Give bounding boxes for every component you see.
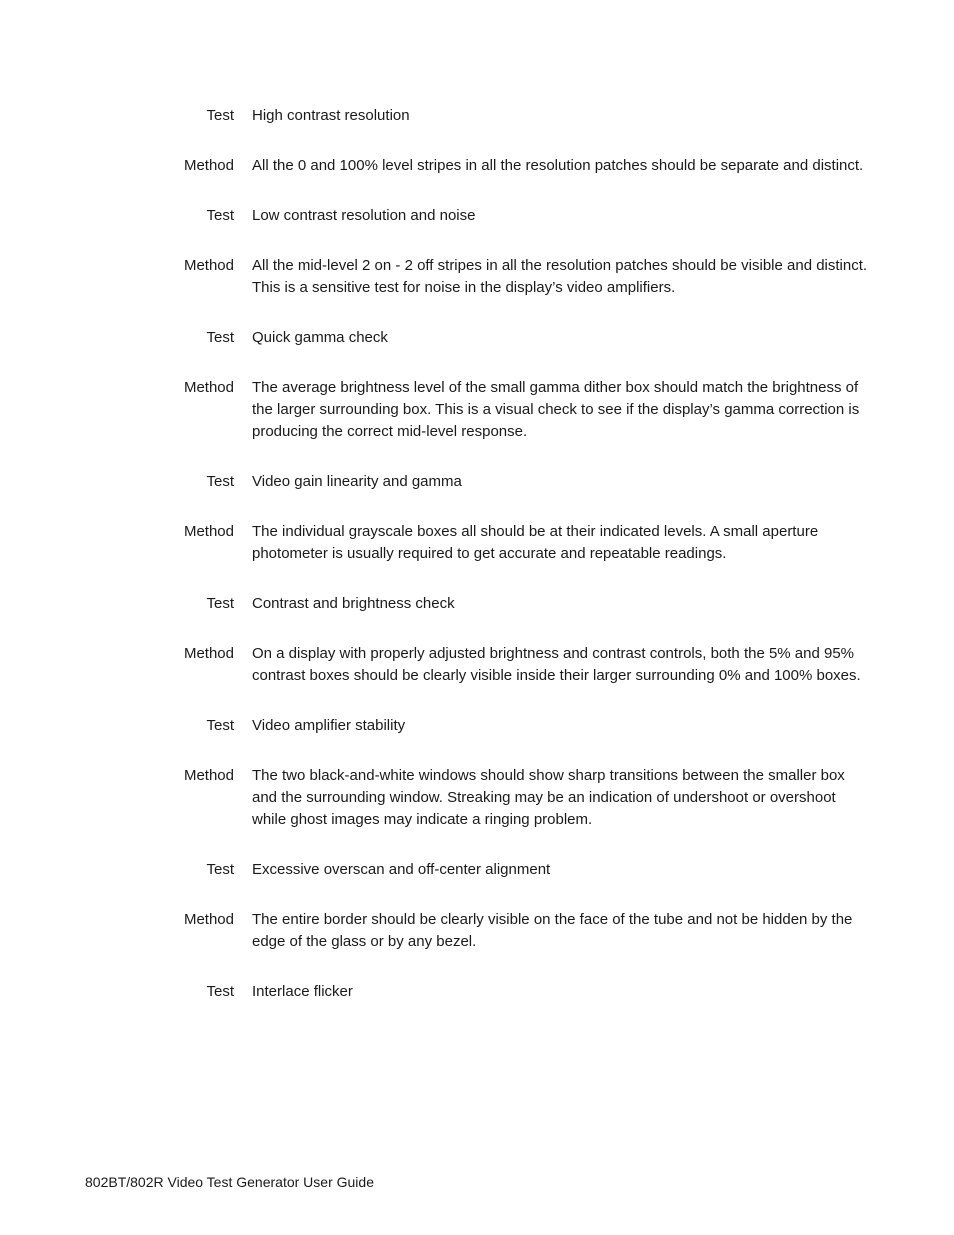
entry-label: Test — [206, 207, 234, 224]
entry-label: Test — [206, 329, 234, 346]
entry-label: Test — [206, 983, 234, 1000]
page-footer: 802BT/802R Video Test Generator User Guide — [85, 1174, 374, 1190]
test-entry — [0, 327, 954, 349]
entry-text: The average brightness level of the small gamma dither box should match the brightness of the larger surrounding box. This is a visual check to see if the display’s gamma correction is producing the correct mid-level response. — [252, 379, 860, 440]
test-entry — [0, 715, 954, 737]
entry-text: All the mid-level 2 on - 2 off stripes in all the resolution patches should be visible and distinct. This is a sensitive test for noise in the display’s video amplifiers. — [252, 257, 868, 296]
entry-text: The individual grayscale boxes all should be at their indicated levels. A small aperture photometer is usually required to get accurate and repeatable readings. — [252, 523, 819, 562]
entry-label: Test — [206, 473, 234, 490]
entry-text: The two black-and-white windows should show sharp transitions between the smaller box and the surrounding window. Streaking may be an indication of undershoot or overshoot while ghost images may indicate a ringing problem. — [252, 767, 845, 828]
entry-label: Test — [206, 861, 234, 878]
entry-label: Method — [183, 523, 234, 540]
method-entry — [0, 765, 954, 831]
entry-text: The entire border should be clearly visible on the face of the tube and not be hidden by the edge of the glass or by any bezel. — [252, 911, 853, 950]
entry-text: Excessive overscan and off-center alignment — [252, 861, 551, 878]
entry-label: Method — [183, 911, 234, 928]
entry-label: Method — [183, 379, 234, 396]
entry-label: Test — [206, 595, 234, 612]
test-entry — [0, 859, 954, 881]
test-method-list — [0, 105, 954, 1031]
entry-label: Method — [183, 157, 234, 174]
entry-text: High contrast resolution — [252, 107, 410, 124]
test-entry — [0, 205, 954, 227]
entry-label: Test — [206, 717, 234, 734]
entry-label: Method — [183, 645, 234, 662]
method-entry — [0, 521, 954, 565]
entry-text: Video gain linearity and gamma — [252, 473, 462, 490]
entry-text: On a display with properly adjusted brightness and contrast controls, both the 5% and 95% contrast boxes should be clearly visible inside their larger surrounding 0% and 100% boxes. — [252, 645, 861, 684]
method-entry — [0, 255, 954, 299]
entry-text: All the 0 and 100% level stripes in all the resolution patches should be separate and distinct. — [252, 157, 864, 174]
test-entry — [0, 981, 954, 1003]
method-entry — [0, 377, 954, 443]
test-entry — [0, 593, 954, 615]
entry-label: Test — [206, 107, 234, 124]
entry-label: Method — [183, 257, 234, 274]
method-entry — [0, 155, 954, 177]
test-entry — [0, 105, 954, 127]
entry-text: Video amplifier stability — [252, 717, 406, 734]
method-entry — [0, 909, 954, 953]
entry-text: Quick gamma check — [252, 329, 388, 346]
entry-text: Interlace flicker — [252, 983, 353, 1000]
entry-text: Contrast and brightness check — [252, 595, 455, 612]
method-entry — [0, 643, 954, 687]
test-entry — [0, 471, 954, 493]
entry-label: Method — [183, 767, 234, 784]
entry-text: Low contrast resolution and noise — [252, 207, 476, 224]
